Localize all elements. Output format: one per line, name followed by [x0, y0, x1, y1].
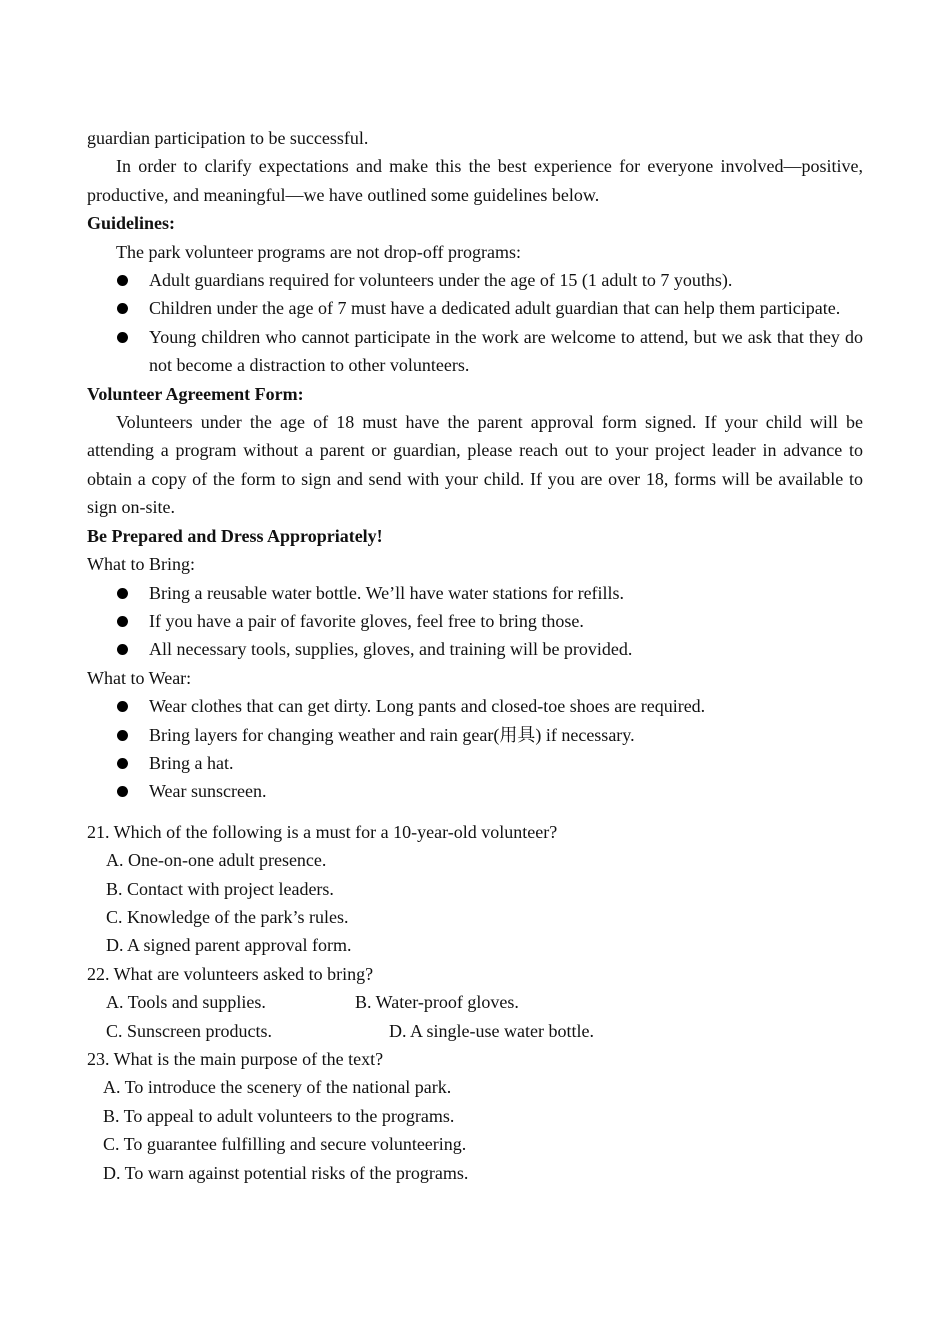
list-item: If you have a pair of favorite gloves, feel free to bring those.	[87, 607, 863, 635]
bullet-icon	[117, 588, 128, 599]
question-23-stem: 23. What is the main purpose of the text?	[87, 1049, 384, 1069]
list-item: Young children who cannot participate in the work are welcome to attend, but we ask that they do not become a distraction to other volunteers.	[87, 323, 863, 380]
prepared-heading: Be Prepared and Dress Appropriately!	[87, 525, 383, 546]
question-22-options-row-1	[87, 988, 863, 1016]
bullet-icon	[117, 616, 128, 627]
bullet-icon	[117, 303, 128, 314]
list-item: Wear clothes that can get dirty. Long pants and closed-toe shoes are required.	[87, 692, 863, 720]
question-21-option-b: B. Contact with project leaders.	[106, 878, 334, 899]
bring-label: What to Bring:	[87, 554, 195, 575]
question-22-option-b: B. Water-proof gloves.	[355, 992, 519, 1013]
question-23-option-c: C. To guarantee fulfilling and secure volunteering.	[103, 1134, 467, 1155]
question-21-option-c: C. Knowledge of the park’s rules.	[106, 906, 349, 927]
paragraph-continuation: guardian participation to be successful.	[87, 128, 369, 148]
agreement-paragraph: Volunteers under the age of 18 must have the parent approval form signed. If your child will be attending a program without a parent or guardian, please reach out to your project leader in advance to obtain a copy of the form to sign and send with your child. If you are over 18, forms will be available to sign on-site.	[87, 412, 863, 518]
list-item: Bring layers for changing weather and rain gear(用具) if necessary.	[87, 721, 863, 749]
question-22-options-row-2	[87, 1017, 863, 1045]
list-item: Wear sunscreen.	[87, 777, 863, 805]
agreement-heading: Volunteer Agreement Form:	[87, 383, 304, 404]
question-23-option-b: B. To appeal to adult volunteers to the programs.	[103, 1105, 455, 1126]
question-22-option-c: C. Sunscreen products.	[106, 1020, 272, 1041]
question-21-option-d: D. A signed parent approval form.	[106, 935, 352, 956]
wear-label: What to Wear:	[87, 667, 192, 688]
bullet-icon	[117, 644, 128, 655]
question-22-option-a: A. Tools and supplies.	[106, 992, 266, 1013]
list-item: Bring a reusable water bottle. We’ll have water stations for refills.	[87, 579, 863, 607]
list-item: Adult guardians required for volunteers under the age of 15 (1 adult to 7 youths).	[87, 266, 863, 294]
wear-list	[87, 692, 863, 806]
guidelines-heading: Guidelines:	[87, 213, 176, 234]
bullet-icon	[117, 275, 128, 286]
list-item: All necessary tools, supplies, gloves, and training will be provided.	[87, 635, 863, 663]
bullet-icon	[117, 701, 128, 712]
question-22-stem: 22. What are volunteers asked to bring?	[87, 963, 374, 984]
guidelines-list	[87, 266, 863, 380]
bring-list	[87, 579, 863, 664]
bullet-icon	[117, 786, 128, 797]
document-page	[87, 124, 863, 1187]
bullet-icon	[117, 730, 128, 741]
guidelines-intro: The park volunteer programs are not drop-off programs:	[116, 241, 522, 262]
bullet-icon	[117, 758, 128, 769]
question-21-stem: 21. Which of the following is a must for a 10-year-old volunteer?	[87, 821, 558, 842]
list-item: Children under the age of 7 must have a dedicated adult guardian that can help them participate.	[87, 294, 863, 322]
list-item: Bring a hat.	[87, 749, 863, 777]
question-22-option-d: D. A single-use water bottle.	[389, 1020, 594, 1041]
paragraph-intro: In order to clarify expectations and make this the best experience for everyone involved—positive, productive, and meaningful—we have outlined some guidelines below.	[87, 156, 863, 205]
question-23-option-d: D. To warn against potential risks of the programs.	[103, 1162, 469, 1183]
questions-section	[87, 818, 863, 1187]
bullet-icon	[117, 332, 128, 343]
question-23-option-a: A. To introduce the scenery of the national park.	[103, 1077, 452, 1098]
question-21-option-a: A. One-on-one adult presence.	[106, 850, 327, 871]
